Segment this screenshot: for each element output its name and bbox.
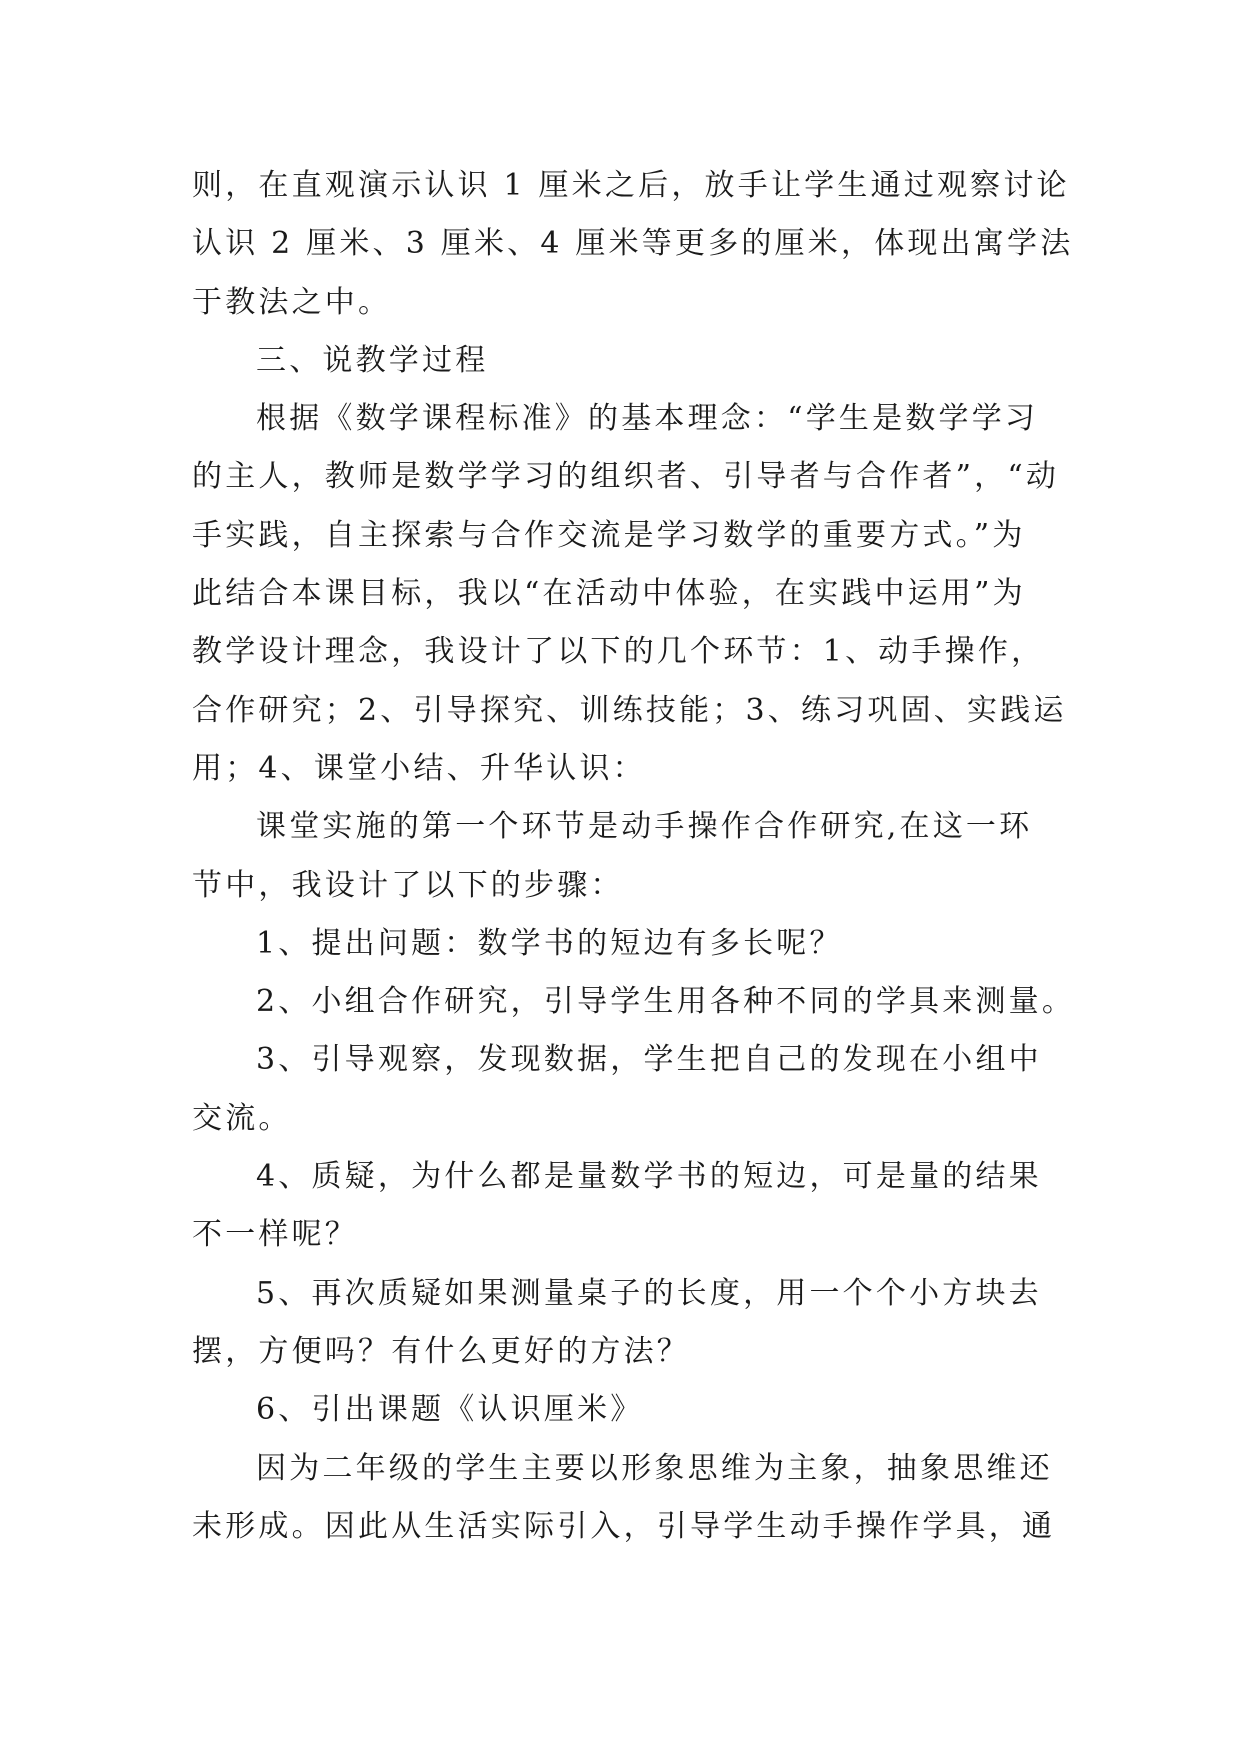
list-item: 3、引导观察，发现数据，学生把自己的发现在小组中 bbox=[256, 1042, 1042, 1078]
text-line: 课堂实施的第一个环节是动手操作合作研究,在这一环 bbox=[256, 809, 1033, 845]
text-line: 于教法之中。 bbox=[192, 284, 392, 320]
text-line: 摆，方便吗？有什么更好的方法？ bbox=[192, 1333, 690, 1369]
list-item: 6、引出课题《认识厘米》 bbox=[256, 1392, 644, 1428]
text-line: 手实践，自主探索与合作交流是学习数学的重要方式。”为 bbox=[192, 517, 1026, 553]
text-line: 教学设计理念，我设计了以下的几个环节：1、动手操作， bbox=[192, 634, 1045, 670]
text-line: 用；4、课堂小结、升华认识： bbox=[192, 750, 646, 786]
text-line: 则，在直观演示认识 1 厘米之后，放手让学生通过观察讨论 bbox=[192, 168, 1070, 203]
section-heading: 三、说教学过程 bbox=[256, 342, 489, 378]
text-line: 节中，我设计了以下的步骤： bbox=[192, 867, 624, 903]
text-line: 根据《数学课程标准》的基本理念：“学生是数学学习 bbox=[256, 401, 1039, 437]
list-item: 5、再次质疑如果测量桌子的长度，用一个个小方块去 bbox=[256, 1275, 1042, 1311]
list-item: 1、提出问题：数学书的短边有多长呢？ bbox=[256, 925, 843, 961]
text-line: 此结合本课目标，我以“在活动中体验，在实践中运用”为 bbox=[192, 576, 1026, 612]
text-line: 不一样呢？ bbox=[192, 1217, 358, 1253]
document-body bbox=[192, 157, 1076, 1556]
text-line: 交流。 bbox=[192, 1100, 292, 1136]
text-line: 认识 2 厘米、3 厘米、4 厘米等更多的厘米，体现出寓学法 bbox=[192, 226, 1074, 262]
text-line: 的主人，教师是数学学习的组织者、引导者与合作者”，“动 bbox=[192, 459, 1060, 495]
text-line: 未形成。因此从生活实际引入，引导学生动手操作学具，通 bbox=[192, 1508, 1056, 1544]
text-line: 合作研究；2、引导探究、训练技能；3、练习巩固、实践运 bbox=[192, 692, 1067, 728]
list-item: 2、小组合作研究，引导学生用各种不同的学具来测量。 bbox=[256, 984, 1076, 1020]
list-item: 4、质疑，为什么都是量数学书的短边，可是量的结果 bbox=[256, 1159, 1042, 1195]
text-line: 因为二年级的学生主要以形象思维为主象，抽象思维还 bbox=[256, 1450, 1053, 1486]
